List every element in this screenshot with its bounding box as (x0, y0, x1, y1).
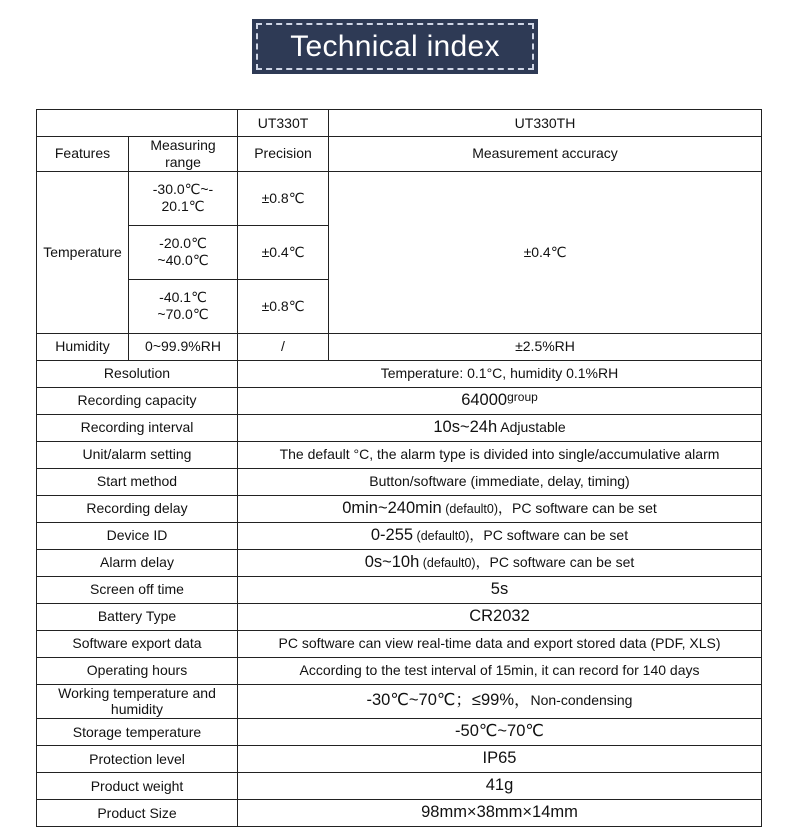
table-row (37, 800, 762, 827)
value-default: (default0) (441, 501, 499, 516)
table-row (37, 603, 762, 630)
table-row (37, 110, 762, 137)
value-text: ，PC software can be set (469, 526, 629, 543)
table-row (37, 468, 762, 495)
range-line: 20.1℃ (161, 198, 205, 215)
table-row (37, 414, 762, 441)
spec-label: Recording capacity (37, 387, 238, 414)
temperature-precision-1: ±0.8℃ (238, 171, 329, 225)
value-number: 0-255 (370, 525, 414, 544)
spec-value: Button/software (immediate, delay, timing) (238, 468, 762, 495)
spec-label: Protection level (37, 746, 238, 773)
value-number: 5s (490, 579, 509, 598)
value-text: Adjustable (497, 418, 566, 435)
page-title: Technical index (256, 23, 534, 70)
table-row (37, 333, 762, 360)
table-row (37, 684, 762, 719)
table-row (37, 171, 762, 225)
table-row (37, 719, 762, 746)
table-row (37, 576, 762, 603)
spec-value (238, 684, 762, 719)
temperature-range-1 (129, 171, 238, 225)
value-text: Non-condensing (530, 692, 633, 709)
precision-header: Precision (238, 137, 329, 172)
spec-value (238, 414, 762, 441)
spec-value (238, 746, 762, 773)
temperature-accuracy: ±0.4℃ (329, 171, 762, 333)
spec-value (238, 603, 762, 630)
value-number: -30℃~70℃；≤99%， (366, 691, 531, 710)
spec-label: Working temperature and humidity (37, 684, 238, 719)
empty-header-cell (37, 110, 238, 137)
value-number: 98mm×38mm×14mm (421, 803, 578, 822)
spec-value (238, 522, 762, 549)
spec-label: Product Size (37, 800, 238, 827)
humidity-accuracy: ±2.5%RH (329, 333, 762, 360)
humidity-precision: / (238, 333, 329, 360)
value-number: -50℃~70℃ (455, 722, 544, 741)
value-number: IP65 (482, 749, 517, 768)
model-ut330t-header: UT330T (238, 110, 329, 137)
spec-value: PC software can view real-time data and export stored data (PDF, XLS) (238, 630, 762, 657)
range-line: ~40.0℃ (157, 252, 209, 269)
spec-value: Temperature: 0.1°C, humidity 0.1%RH (238, 360, 762, 387)
spec-label: Screen off time (37, 576, 238, 603)
table-row (37, 630, 762, 657)
value-number: 0s~10h (364, 552, 420, 571)
spec-label: Device ID (37, 522, 238, 549)
table-row (37, 657, 762, 684)
value-default: (default0) (413, 528, 470, 543)
measurement-accuracy-header: Measurement accuracy (329, 137, 762, 172)
model-ut330th-header: UT330TH (329, 110, 762, 137)
spec-label: Unit/alarm setting (37, 441, 238, 468)
spec-label: Software export data (37, 630, 238, 657)
spec-value (238, 576, 762, 603)
features-header: Features (37, 137, 129, 172)
spec-label: Storage temperature (37, 719, 238, 746)
spec-label: Recording interval (37, 414, 238, 441)
value-unit: group (507, 390, 538, 405)
range-line: -30.0℃~- (152, 181, 214, 198)
temperature-precision-3: ±0.8℃ (238, 279, 329, 333)
table-row (37, 495, 762, 522)
spec-label: Battery Type (37, 603, 238, 630)
table-row (37, 441, 762, 468)
spec-label: Alarm delay (37, 549, 238, 576)
spec-value (238, 719, 762, 746)
value-number: 41g (485, 776, 514, 795)
temperature-precision-2: ±0.4℃ (238, 225, 329, 279)
range-line: -40.1℃ (159, 289, 207, 306)
value-number: CR2032 (469, 606, 530, 625)
table-row (37, 137, 762, 172)
spec-label: Start method (37, 468, 238, 495)
spec-label: Operating hours (37, 657, 238, 684)
humidity-range: 0~99.9%RH (129, 333, 238, 360)
spec-value (238, 773, 762, 800)
table-row (37, 746, 762, 773)
temperature-range-2 (129, 225, 238, 279)
table-row (37, 773, 762, 800)
spec-label: Resolution (37, 360, 238, 387)
table-row (37, 522, 762, 549)
spec-value (238, 495, 762, 522)
temperature-label: Temperature (37, 171, 129, 333)
table-row (37, 549, 762, 576)
temperature-range-3 (129, 279, 238, 333)
table-row (37, 387, 762, 414)
title-banner (252, 19, 538, 74)
spec-label: Recording delay (37, 495, 238, 522)
value-default: (default0) (419, 555, 476, 570)
table-row (37, 360, 762, 387)
humidity-label: Humidity (37, 333, 129, 360)
spec-value: According to the test interval of 15min, it can record for 140 days (238, 657, 762, 684)
spec-value (238, 800, 762, 827)
value-number: 10s~24h (433, 417, 498, 436)
range-line: ~70.0℃ (157, 306, 209, 323)
measuring-range-header: Measuring range (129, 137, 238, 172)
value-text: ，PC software can be set (498, 499, 657, 516)
spec-value (238, 549, 762, 576)
range-line: -20.0℃ (159, 235, 207, 252)
spec-label: Product weight (37, 773, 238, 800)
spec-table (36, 109, 762, 827)
spec-value (238, 387, 762, 414)
value-number: 64000 (461, 391, 508, 410)
value-number: 0min~240min (342, 498, 442, 517)
spec-value: The default °C, the alarm type is divided into single/accumulative alarm (238, 441, 762, 468)
value-text: ，PC software can be set (475, 553, 635, 570)
